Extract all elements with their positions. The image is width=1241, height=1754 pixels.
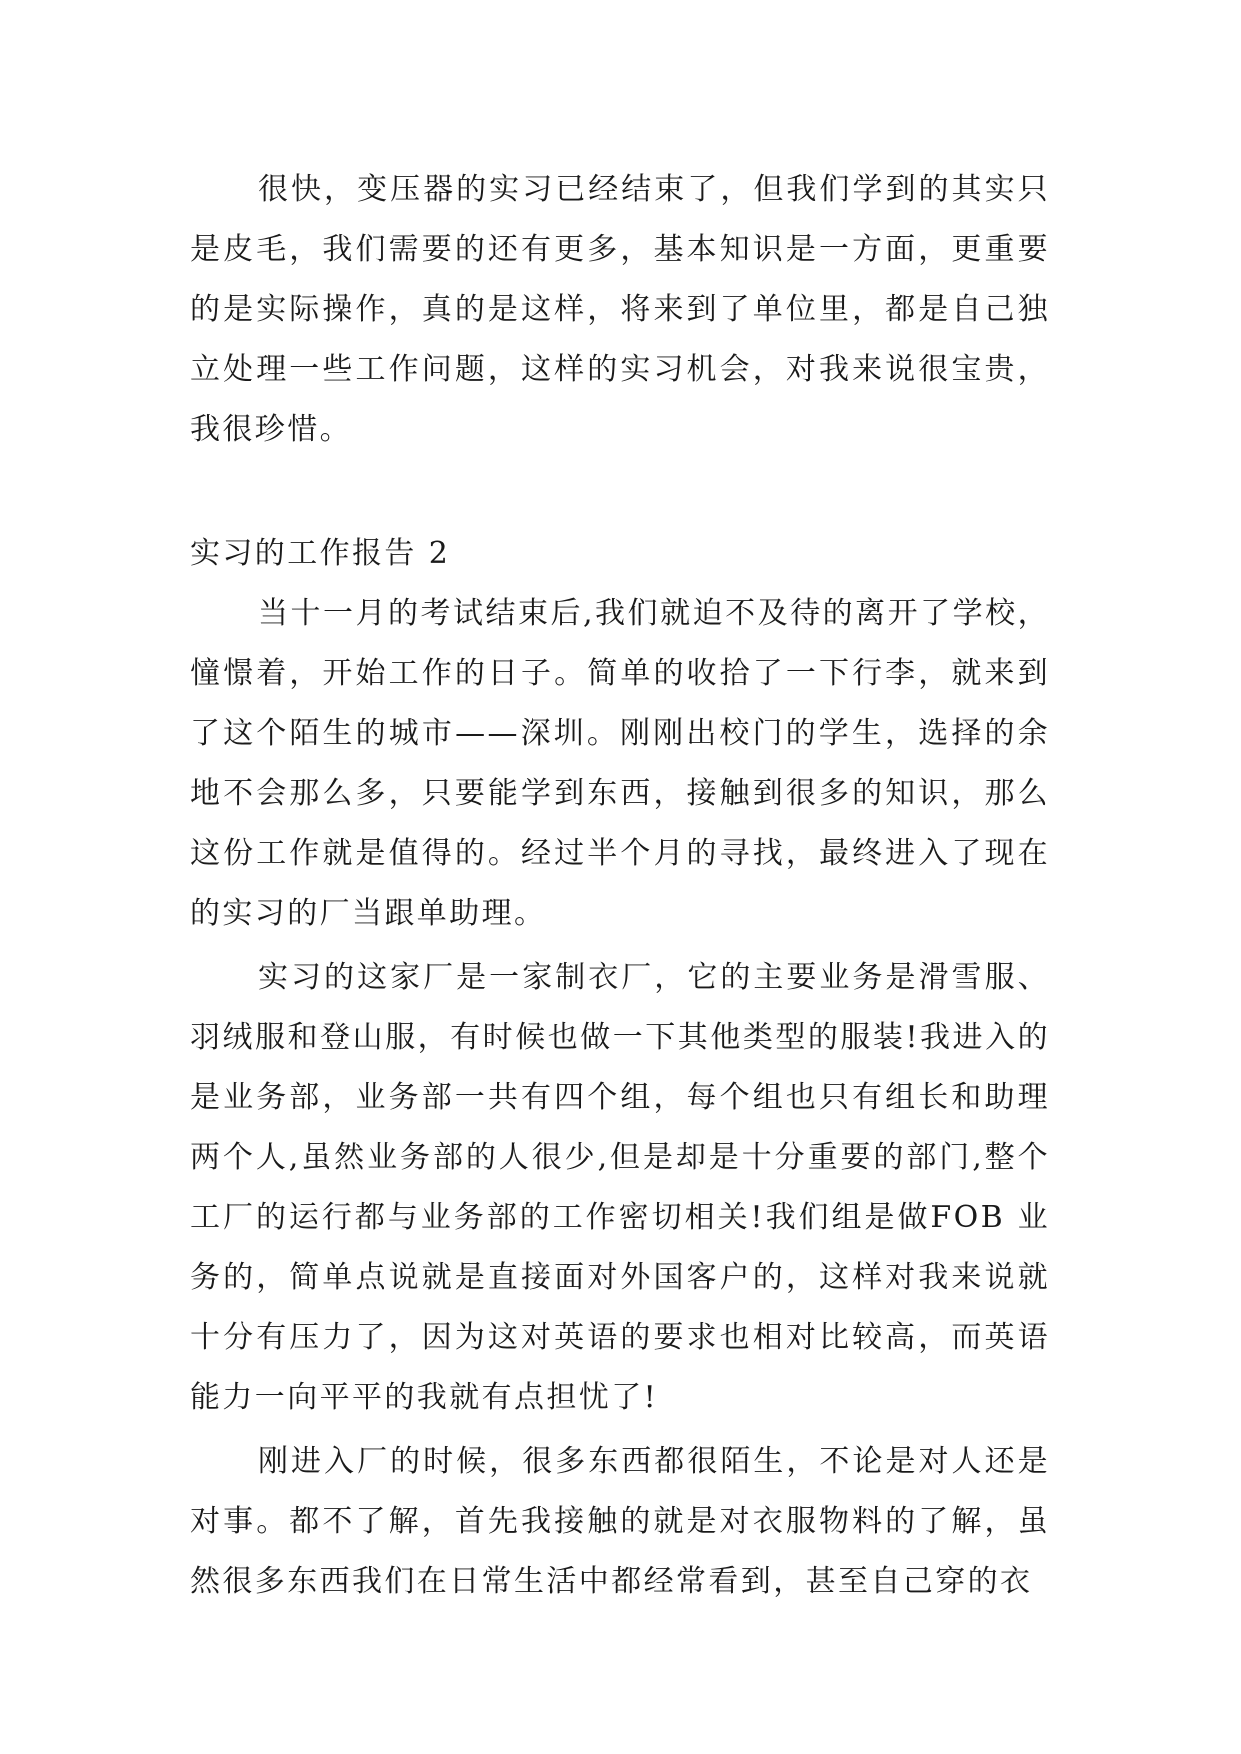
body-paragraph-3: 刚进入厂的时候，很多东西都很陌生，不论是对人还是对事。都不了解，首先我接触的就是对衣服物料的了解，虽然很多东西我们在日常生活中都经常看到，甚至自己穿的衣 — [190, 1444, 1050, 1599]
section-title: 实习的工作报告 2 — [190, 536, 451, 571]
intro-paragraph: 很快，变压器的实习已经结束了，但我们学到的其实只是皮毛，我们需要的还有更多，基本知识是一方面，更重要的是实际操作，真的是这样，将来到了单位里，都是自己独立处理一些工作问题，这样的实习机会，对我来说很宝贵，我很珍惜。 — [190, 172, 1050, 447]
body-paragraph-2: 实习的这家厂是一家制衣厂，它的主要业务是滑雪服、羽绒服和登山服，有时候也做一下其他类型的服装!我进入的是业务部，业务部一共有四个组，每个组也只有组长和助理两个人,虽然业务部的人很少,但是却是十分重要的部门,整个工厂的运行都与业务部的工作密切相关!我们组是做FOB 业务的，简单点说就是直接面对外国客户的，这样对我来说就十分有压力了，因为这对英语的要求也相对比较高，而英语能力一向平平的我就有点担忧了! — [190, 960, 1050, 1415]
document-body — [190, 160, 1050, 1612]
section-spacer — [190, 460, 1050, 524]
body-paragraph-1: 当十一月的考试结束后,我们就迫不及待的离开了学校，憧憬着，开始工作的日子。简单的收拾了一下行李，就来到了这个陌生的城市——深圳。刚刚出校门的学生，选择的余地不会那么多，只要能学到东西，接触到很多的知识，那么这份工作就是值得的。经过半个月的寻找，最终进入了现在的实习的厂当跟单助理。 — [190, 596, 1050, 931]
